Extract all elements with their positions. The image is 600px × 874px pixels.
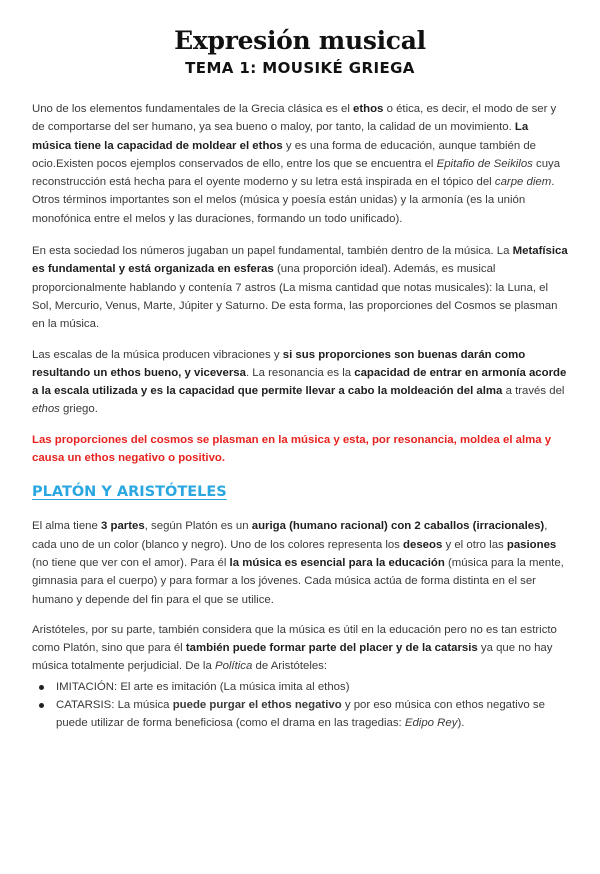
bullet-icon [39,685,44,690]
paragraph-scales: Las escalas de la música producen vibraciones y si sus proporciones son buenas darán como resultando un ethos bueno, y viceversa. La resonancia es la capacidad de entrar en armonía acorde a la escala utilizada y es la capacidad que permite llevar a cabo la moldeación del alma a través del ethos griego. [32,348,567,416]
highlight-paragraph: Las proporciones del cosmos se plasman en la música y esta, por resonancia, moldea el alma y causa un ethos negativo o positivo. [32,433,552,465]
list-item: CATARSIS: La música puede purgar el ethos negativo y por eso música con ethos negativo se puede utilizar de forma beneficiosa (como el drama en las tragedias: Edipo Rey). [56,696,568,733]
list-item: IMITACIÓN: El arte es imitación (La música imita al ethos) [56,678,568,696]
bullet-icon [39,703,44,708]
paragraph-aristotle: Aristóteles, por su parte, también considera que la música es útil en la educación pero no es tan estricto como Platón, sino que para él también puede formar parte del placer y de la catarsis ya que no hay música totalmente perjudicial. De la Política de Aristóteles: [32,623,557,673]
paragraph-ethos: Uno de los elementos fundamentales de la Grecia clásica es el ethos o ética, es decir, el modo de ser y de comportarse del ser humano, ya sea bueno o maloy, por tanto, la calidad de un movimiento. La música tiene la capacidad de moldear el ethos y es una forma de educación, aunque también de ocio.Existen pocos ejemplos conservados de ello, entre los que se encuentra el Epitafio de Seikilos cuya reconstrucción está hecha para el oyente moderno y su letra está inspirada en el tópico del carpe diem. Otros términos importantes son el melos (música y poesía están unidas) y la armonía (es la unión monofónica entre el melos y las duraciones, formando un todo unificado). [32,103,561,225]
page-subtitle: TEMA 1: MOUSIKÉ GRIEGA [185,59,415,77]
document-page [0,26,600,874]
page-title: Expresión musical [174,26,426,55]
paragraph-plato: El alma tiene 3 partes, según Platón es un auriga (humano racional) con 2 caballos (irracionales), cada uno de un color (blanco y negro). Uno de los colores representa los deseos y el otro las pasiones (no tiene que ver con el amor). Para él la música es esencial para la educación (música para la mente, gimnasia para el cuerpo) y para formar a los jóvenes. Cada música actúa de forma distinta en el ser humano y depende del fin para el que se utilice. [32,520,564,606]
section-heading: PLATÓN Y ARISTÓTELES [32,484,227,501]
bullet-list [32,678,568,733]
paragraph-numbers: En esta sociedad los números jugaban un papel fundamental, también dentro de la música. La Metafísica es fundamental y está organizada en esferas (una proporción ideal). Además, es musical proporcionalmente hablando y contenía 7 astros (La misma cantidad que notas musicales): la Luna, el Sol, Mercurio, Venus, Marte, Júpiter y Saturno. De esta forma, las proporciones del Cosmos se plasman en la música. [32,245,568,331]
